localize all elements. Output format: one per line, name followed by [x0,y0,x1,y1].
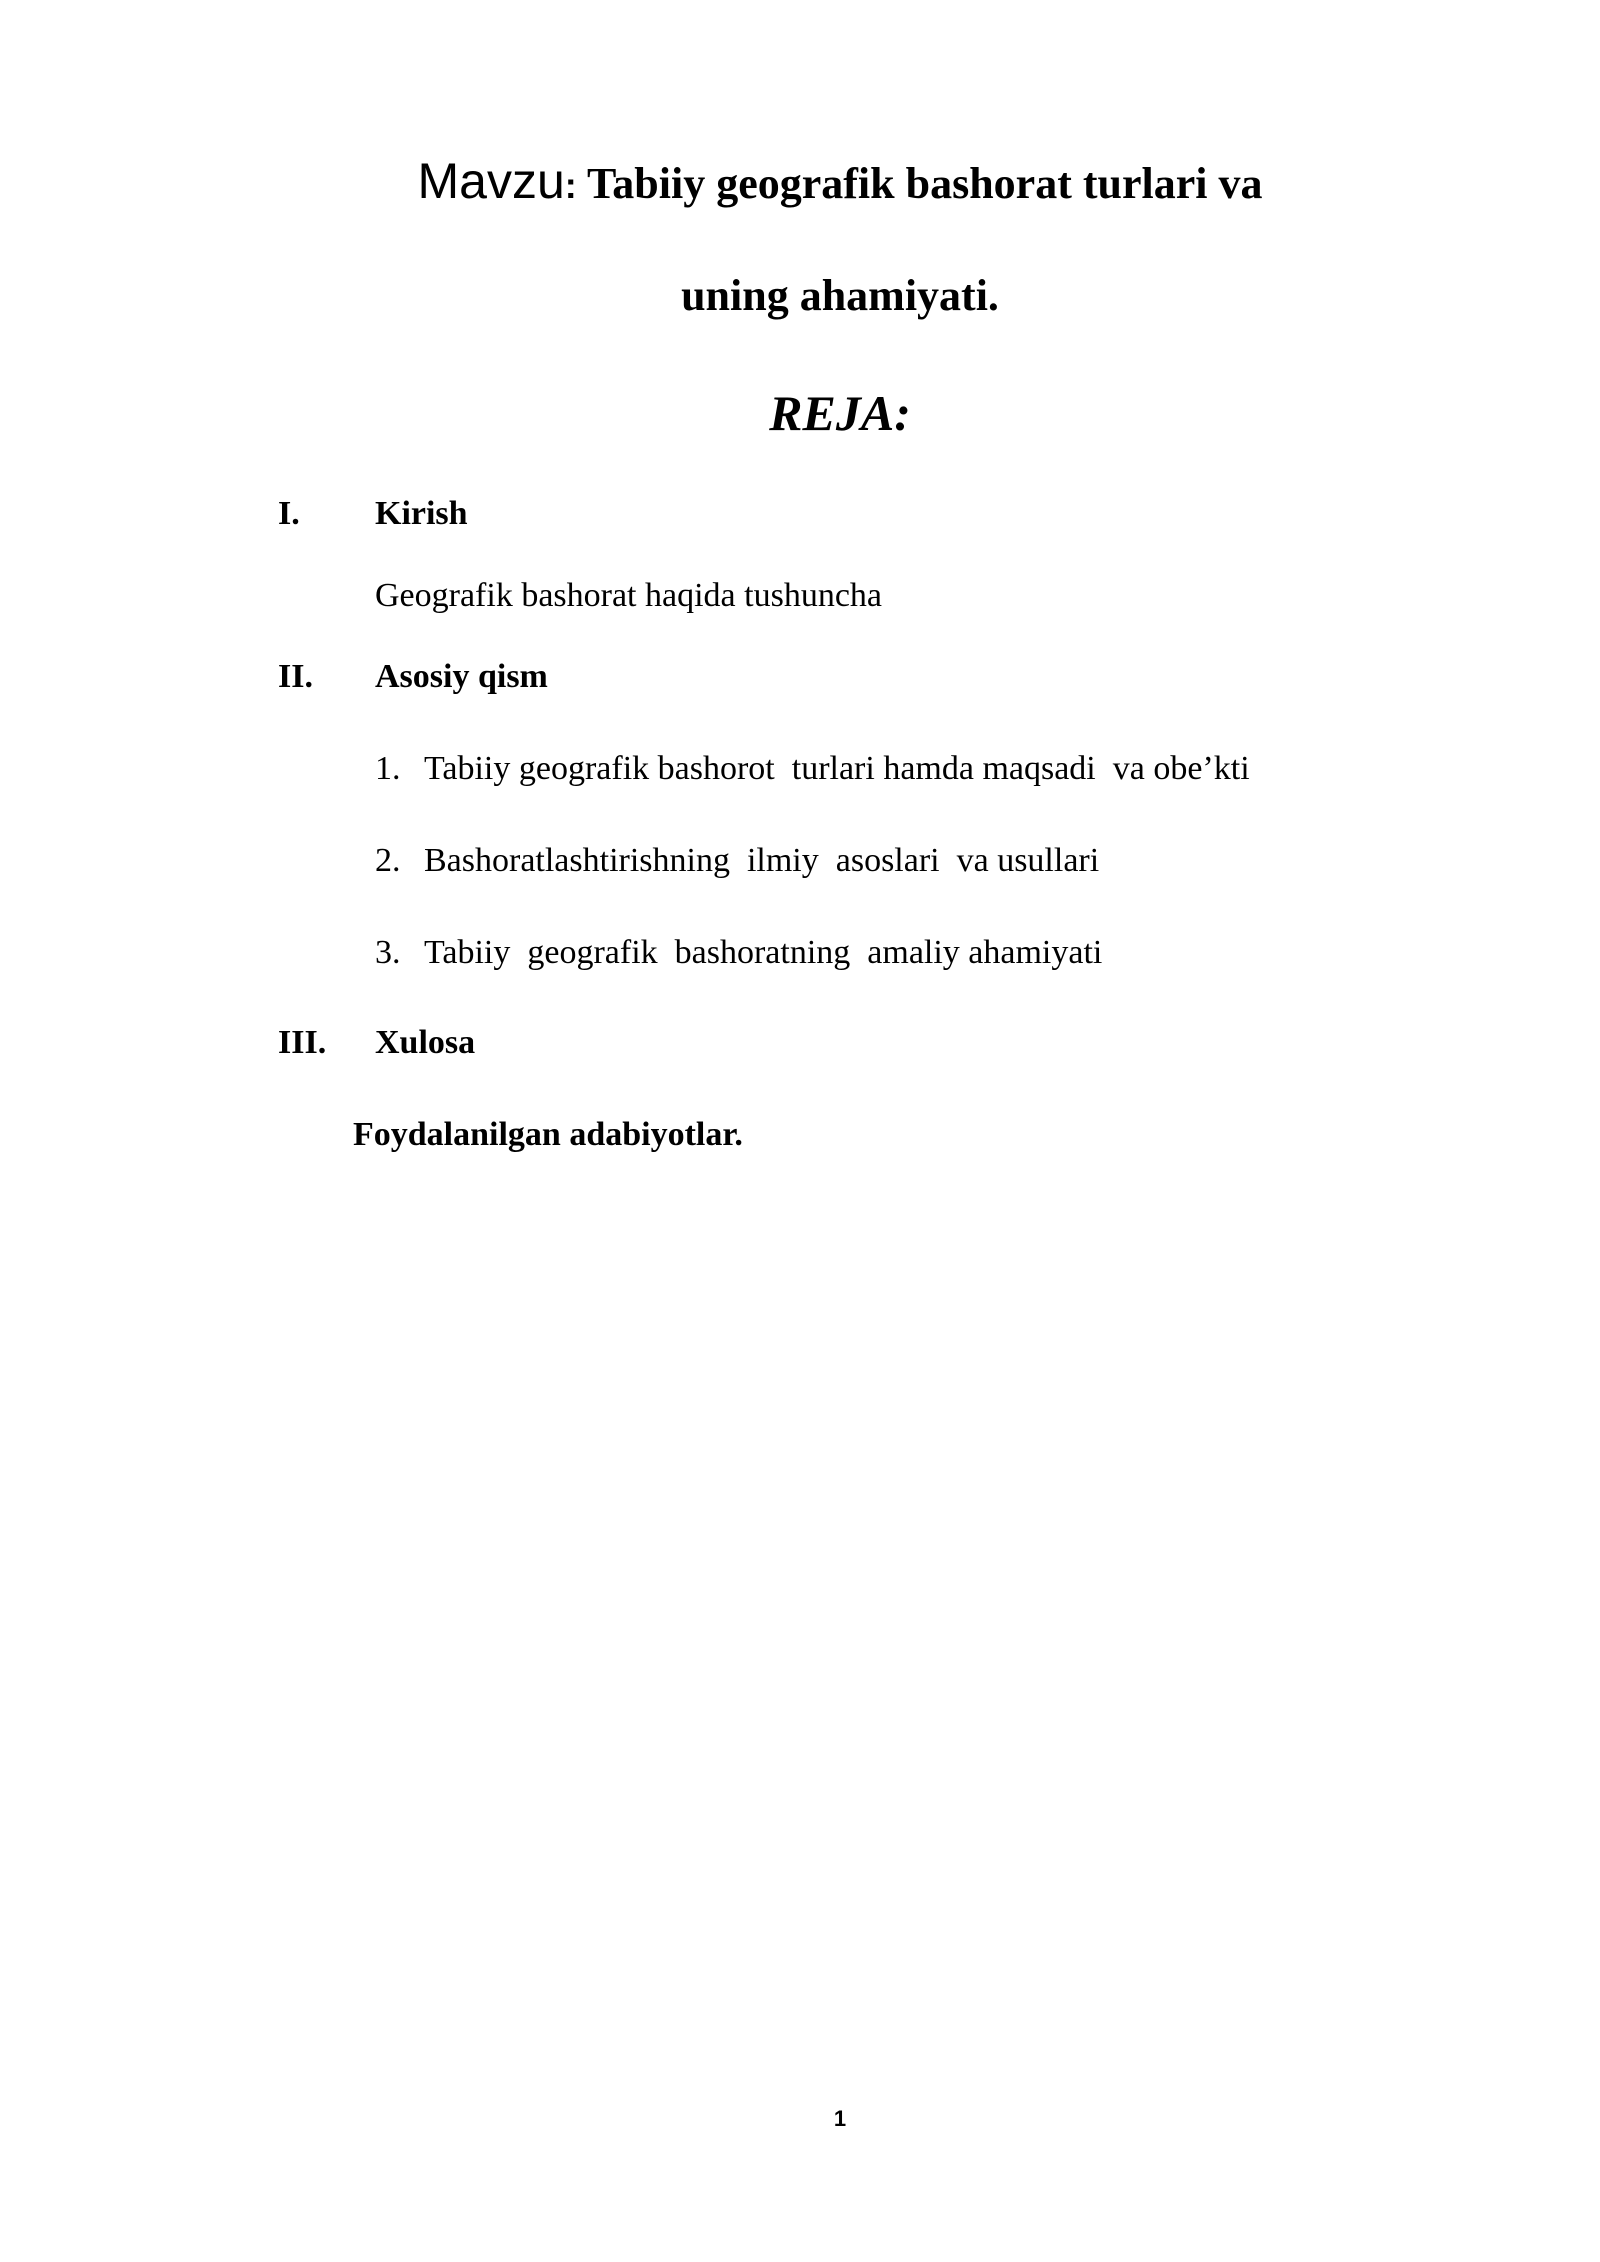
plan-heading: REJA: [769,385,911,441]
list-item-text: Bashoratlashtirishning ilmiy asoslari va usullari [424,842,1100,879]
section-subtitle-kirish: Geografik bashorat haqida tushuncha [375,577,882,614]
title-text-line-1: Tabiiy geografik bashorat turlari va [576,159,1263,208]
section-numeral-3: III. [278,1024,327,1061]
page-number: 1 [833,2106,847,2131]
section-title-asosiy-qism: Asosiy qism [375,658,548,695]
document-title [0,152,1600,210]
list-item-number: 1. [375,750,401,787]
section-title-xulosa: Xulosa [375,1024,476,1061]
title-colon: : [564,165,577,206]
list-item-text: Tabiiy geografik bashoratning amaliy ahamiyati [424,934,1103,971]
list-item-number: 3. [375,934,401,971]
section-numeral-2: II. [278,658,313,695]
list-item-text: Tabiiy geografik bashorot turlari hamda maqsadi va obe’kti [424,750,1250,787]
section-title-kirish: Kirish [375,495,468,532]
title-text-line-2: uning ahamiyati. [681,271,999,320]
title-label: Mavzu [417,153,565,209]
references-heading: Foydalanilgan adabiyotlar. [353,1116,743,1153]
list-item-number: 2. [375,842,401,879]
section-numeral-1: I. [278,495,300,532]
